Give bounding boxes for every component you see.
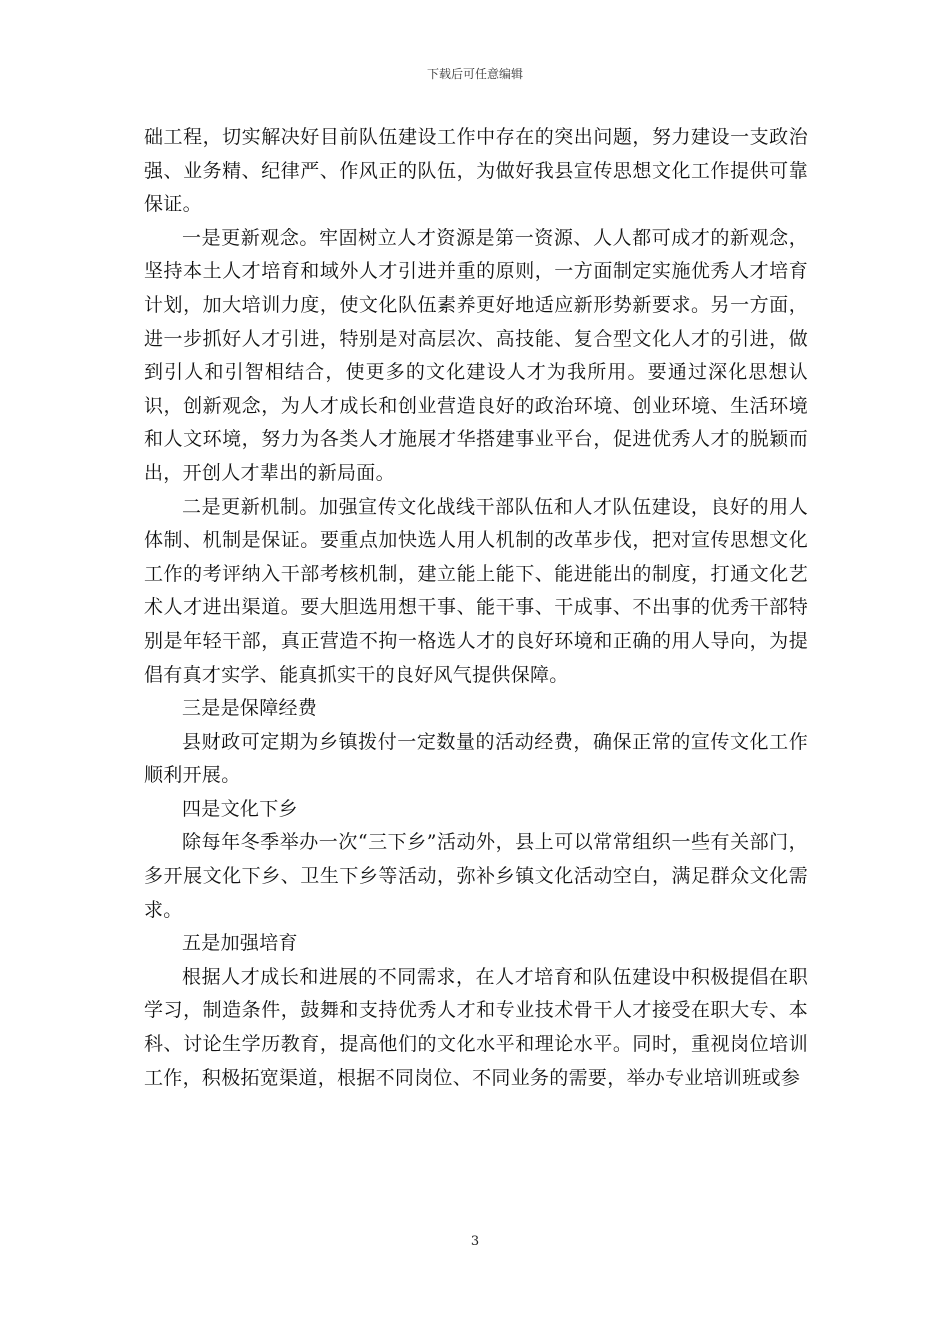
paragraph-culture-to-countryside: 除每年冬季举办一次“三下乡”活动外，县上可以常常组织一些有关部门，多开展文化下乡、卫生下乡等活动，弥补乡镇文化活动空白，满足群众文化需求。	[144, 831, 808, 921]
paragraph-continuation: 础工程，切实解决好目前队伍建设工作中存在的突出问题，努力建设一支政治强、业务精、纪律严、作风正的队伍，为做好我县宣传思想文化工作提供可靠保证。	[144, 126, 808, 216]
paragraph-update-concepts: 一是更新观念。牢固树立人才资源是第一资源、人人都可成才的新观念，坚持本土人才培育和域外人才引进并重的原则，一方面制定实施优秀人才培育计划，加大培训力度，使文化队伍素养更好地适应新形势新要求。另一方面，进一步抓好人才引进，特别是对高层次、高技能、复合型文化人才的引进，做到引人和引智相结合，使更多的文化建设人才为我所用。要通过深化思想认识，创新观念，为人才成长和创业营造良好的政治环境、创业环境、生活环境和人文环境，努力为各类人才施展才华搭建事业平台，促进优秀人才的脱颖而出，开创人才辈出的新局面。	[144, 226, 808, 484]
document-body	[144, 121, 808, 1095]
heading-funding: 三是是保障经费	[182, 697, 318, 720]
document-header-note: 下载后可任意编辑	[426, 67, 523, 81]
heading-training: 五是加强培育	[182, 932, 298, 955]
paragraph-update-mechanisms: 二是更新机制。加强宣传文化战线干部队伍和人才队伍建设，良好的用人体制、机制是保证。要重点加快选人用人机制的改革步伐，把对宣传思想文化工作的考评纳入干部考核机制，建立能上能下、能进能出的制度，打通文化艺术人才进出渠道。要大胆选用想干事、能干事、干成事、不出事的优秀干部特别是年轻干部，真正营造不拘一格选人才的良好环境和正确的用人导向，为提倡有真才实学、能真抓实干的良好风气提供保障。	[144, 495, 808, 686]
paragraph-training: 根据人才成长和进展的不同需求，在人才培育和队伍建设中积极提倡在职学习，制造条件，鼓舞和支持优秀人才和专业技术骨干人才接受在职大专、本科、讨论生学历教育，提高他们的文化水平和理论水平。同时，重视岗位培训工作，积极拓宽渠道，根据不同岗位、不同业务的需要，举办专业培训班或参	[144, 965, 808, 1089]
page-number: 3	[470, 1234, 480, 1249]
heading-culture-to-countryside: 四是文化下乡	[182, 797, 298, 820]
paragraph-funding: 县财政可定期为乡镇拨付一定数量的活动经费，确保正常的宣传文化工作顺利开展。	[144, 730, 808, 787]
